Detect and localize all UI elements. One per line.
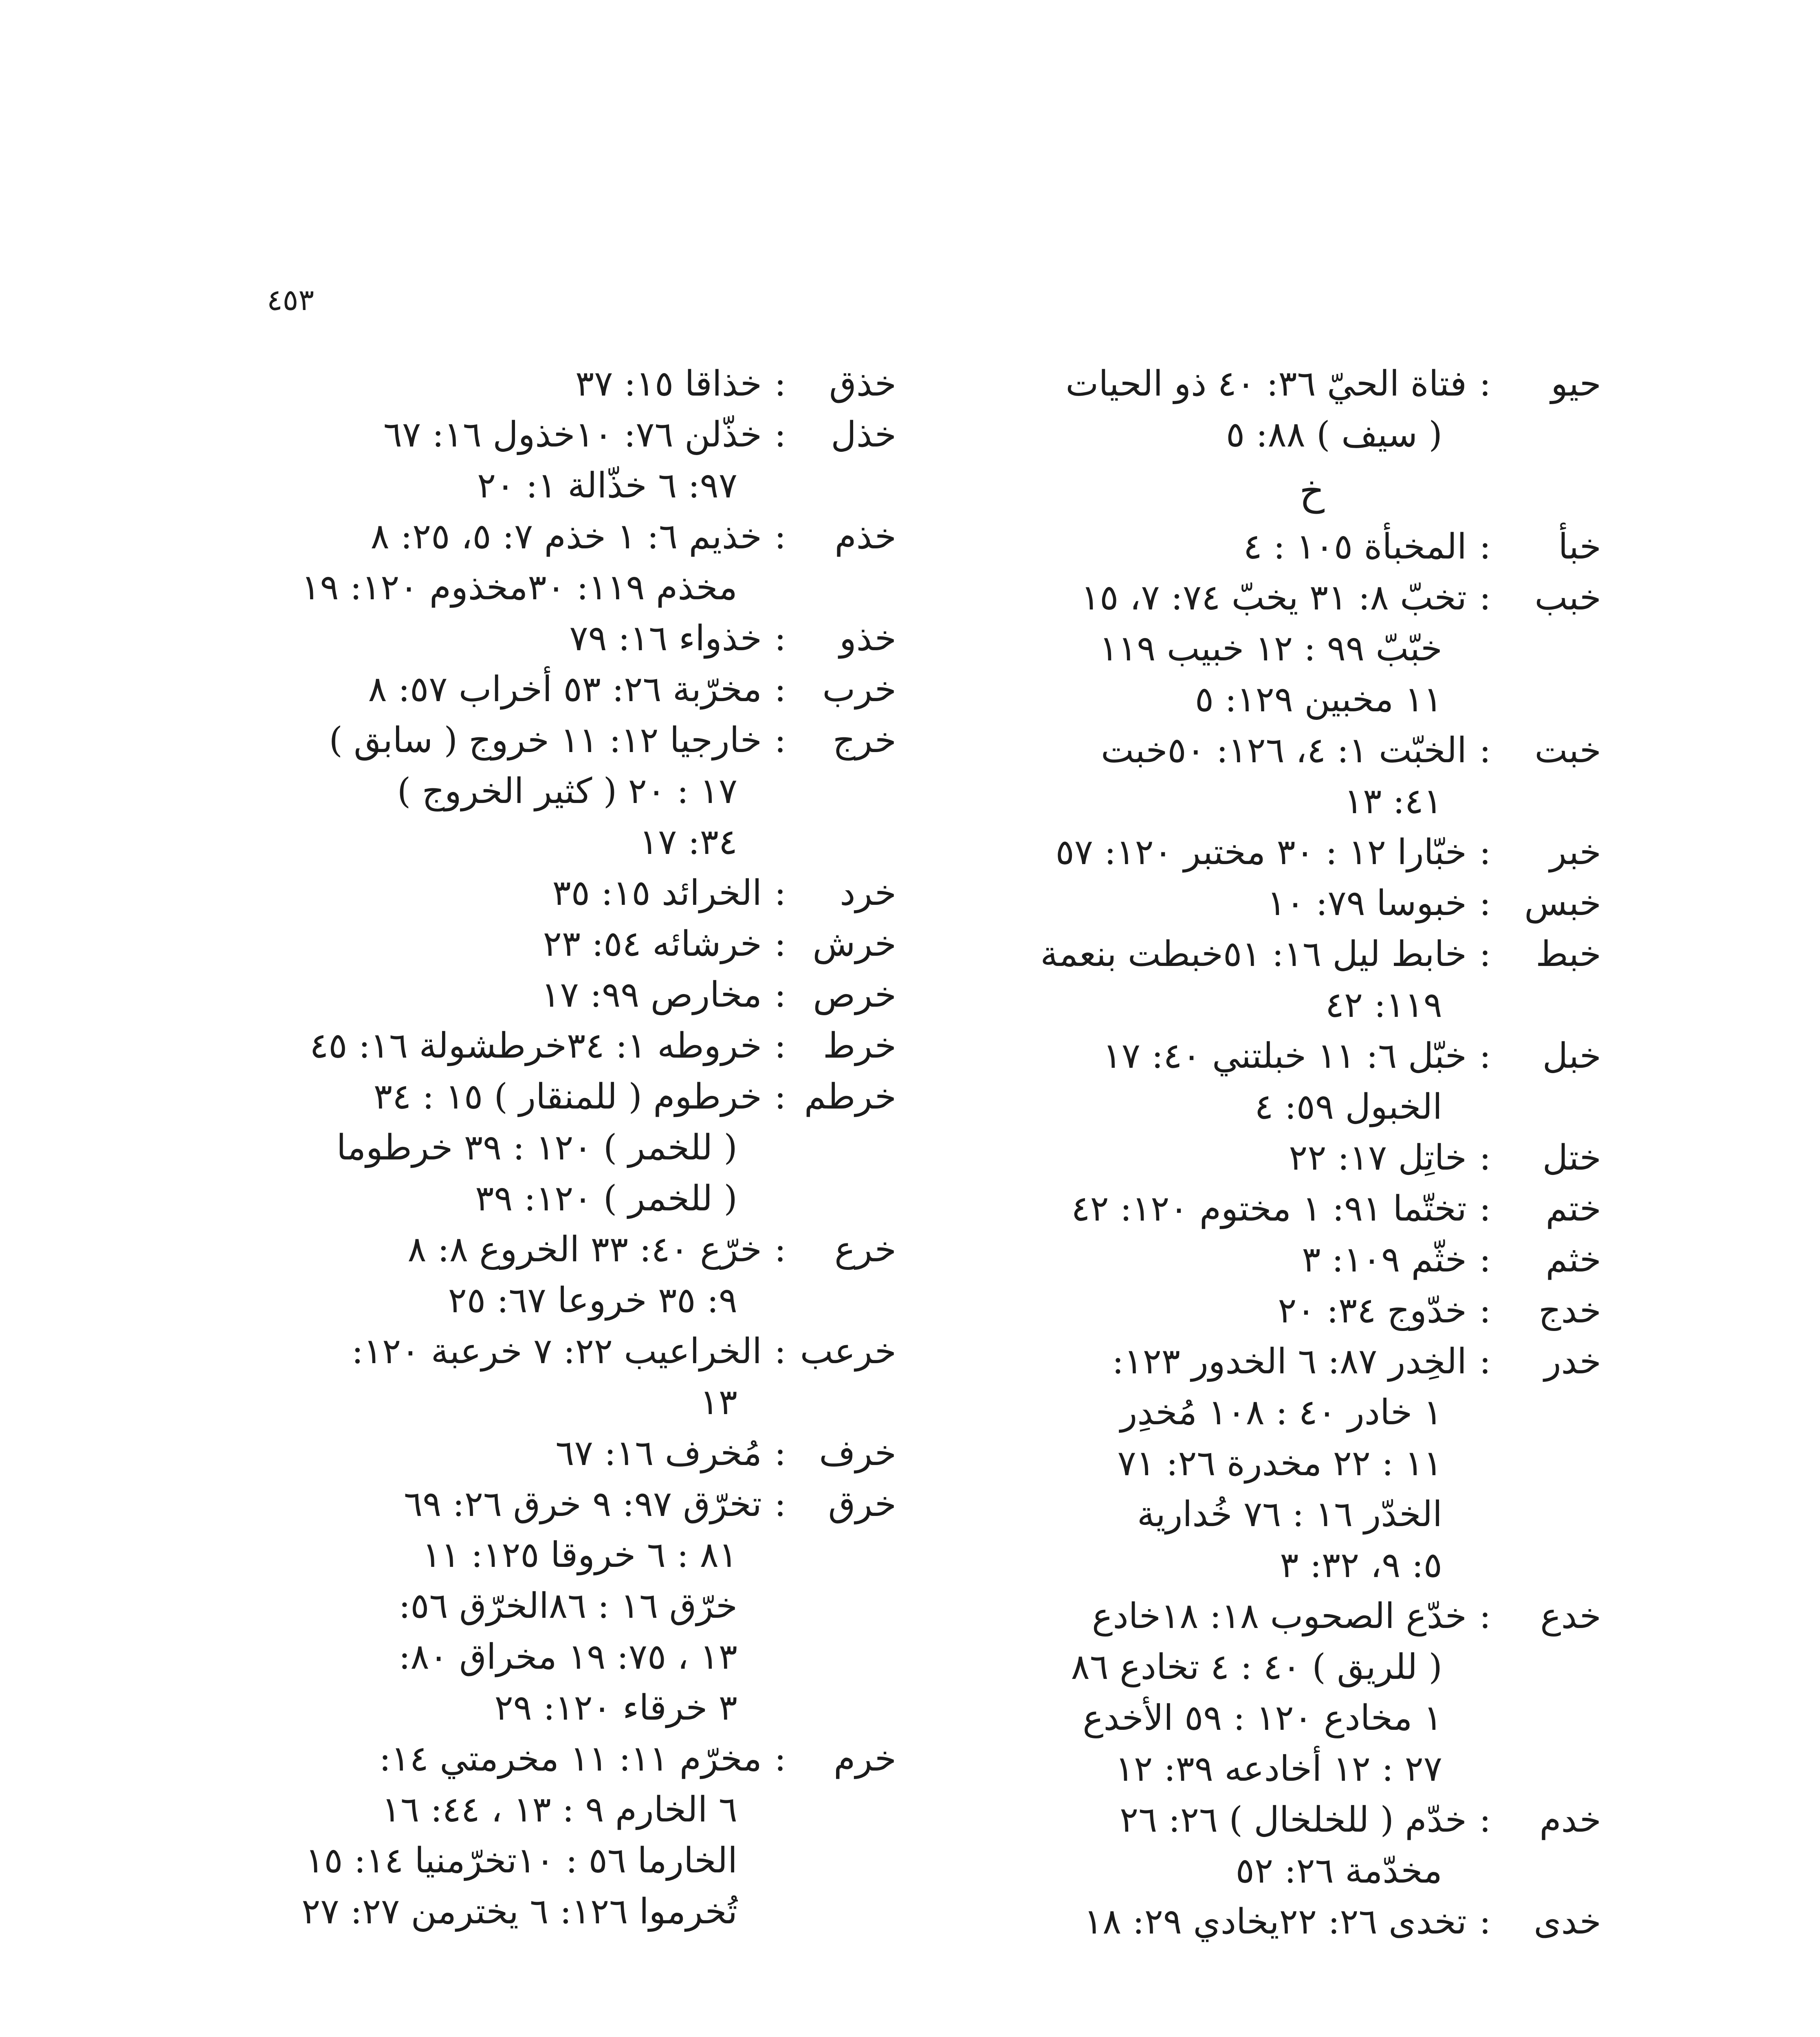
entry-references [261, 1733, 762, 1937]
entry-root-word: خرب [822, 669, 896, 710]
index-entry [974, 725, 1601, 827]
entry-root-word: خذو [839, 618, 896, 659]
entry-root-word: خبر [1549, 832, 1601, 873]
entry-root-word: خبط [1536, 934, 1601, 975]
entry-reference-line: ١١ مخبين ١٢٩: ٥ [1195, 679, 1442, 720]
entry-reference-line: مخرّبة ٢٦: ٥٣ أخراب ٥٧: ٨ [368, 669, 762, 710]
entry-references [974, 1336, 1467, 1591]
entry-separator: : [774, 1229, 786, 1270]
index-entry [974, 1285, 1601, 1336]
entry-reference-line: الخرائد ١٥: ٣٥ [552, 873, 762, 913]
index-entry [261, 664, 896, 715]
index-entry [261, 1021, 896, 1071]
entry-references [261, 1224, 762, 1326]
index-entry [261, 1733, 896, 1937]
entry-root-word: خرم [834, 1738, 896, 1779]
entry-reference-line: ٩٧: ٦ خذّالة ١: ٢٠ [477, 465, 737, 506]
index-entry [261, 970, 896, 1021]
entry-references [974, 1896, 1467, 1947]
entry-separator: : [1479, 1036, 1491, 1076]
index-entry [261, 511, 896, 613]
index-entry [974, 1133, 1601, 1183]
index-entry [261, 613, 896, 664]
entry-reference-line: خرّق ١٦ : ٨٦الخرّق ٥٦: [398, 1586, 737, 1626]
index-entry [261, 919, 896, 970]
entry-references [974, 1285, 1467, 1336]
entry-root-word: خبس [1524, 883, 1601, 924]
entry-separator: : [1479, 1290, 1491, 1331]
index-entry [974, 1183, 1601, 1234]
entry-reference-line: فتاة الحيّ ٣٦: ٤٠ ذو الحيات [1065, 363, 1467, 404]
entry-separator: : [1479, 832, 1491, 873]
entry-root-word: خذق [829, 363, 896, 404]
entry-separator: : [774, 720, 786, 761]
entry-root-word: خرطم [804, 1076, 896, 1117]
entry-references [974, 878, 1467, 929]
entry-root-word: خرعب [800, 1331, 896, 1372]
index-entry [974, 929, 1601, 1031]
entry-reference-line: ١٧ : ٢٠ ( كثير الخروج ) [397, 771, 737, 812]
entry-reference-line: خبّارا ١٢ : ٣٠ مختبر ١٢٠: ٥٧ [1055, 832, 1467, 873]
entry-root-word: خرع [834, 1229, 896, 1270]
index-entry [974, 1795, 1601, 1896]
index-entry [261, 1224, 896, 1326]
entry-references [261, 613, 762, 664]
entry-reference-line: مخرّم ١١: ١١ مخرمتي ١٤: [379, 1738, 762, 1779]
entry-reference-line: ١٣ ، ٧٥: ١٩ مخراق ٨٠: [398, 1637, 737, 1677]
entry-reference-line: خذواء ١٦: ٧٩ [569, 618, 762, 659]
entry-references [974, 725, 1467, 827]
index-column-right [974, 359, 1601, 2037]
entry-separator: : [1479, 526, 1491, 567]
entry-separator: : [1479, 1137, 1491, 1178]
entry-reference-line: ٦ الخارم ٩ : ١٣ ، ٤٤: ١٦ [381, 1789, 737, 1830]
entry-references [974, 929, 1467, 1031]
index-entry [974, 359, 1601, 460]
entry-separator: : [774, 1025, 786, 1066]
entry-reference-line: مخارص ٩٩: ١٧ [541, 975, 762, 1015]
index-entry [261, 715, 896, 868]
entry-references [974, 572, 1467, 725]
entry-references [261, 970, 762, 1021]
index-entry [261, 868, 896, 919]
entry-root-word: خرص [813, 975, 896, 1015]
entry-reference-line: الخراعيب ٢٢: ٧ خرعبة ١٢٠: [351, 1331, 762, 1372]
entry-separator: : [774, 1484, 786, 1524]
entry-references [261, 359, 762, 409]
entry-reference-line: تخرّق ٩٧: ٩ خرق ٢٦: ٦٩ [404, 1484, 762, 1524]
entry-references [974, 1591, 1467, 1795]
index-entry [974, 878, 1601, 929]
entry-reference-line: مُخرف ١٦: ٦٧ [555, 1433, 762, 1474]
entry-reference-line: خرطوم ( للمنقار ) ١٥ : ٣٤ [373, 1076, 762, 1117]
entry-separator: : [1479, 1188, 1491, 1229]
entry-reference-line: ٣٤: ١٧ [639, 822, 737, 862]
entry-reference-line: خارجيا ١٢: ١١ خروج ( سابق ) [329, 720, 762, 761]
entry-reference-line: ٩: ٣٥ خروعا ٦٧: ٢٥ [448, 1280, 737, 1321]
entry-root-word: خبل [1542, 1036, 1601, 1076]
index-entry [261, 1071, 896, 1224]
entry-reference-line: ١ مخادع ١٢٠ : ٥٩ الأخدع [1083, 1698, 1442, 1738]
entry-root-word: خدر [1544, 1341, 1601, 1382]
entry-separator: : [774, 363, 786, 404]
entry-reference-line: ١١ : ٢٢ مخدرة ٢٦: ٧١ [1117, 1443, 1442, 1484]
entry-reference-line: ٥: ٩، ٣٢: ٣ [1280, 1545, 1442, 1586]
left-column-entries [261, 359, 896, 1937]
entry-references [261, 868, 762, 919]
entry-reference-line: خدّم ( للخلخال ) ٢٦: ٢٦ [1120, 1799, 1467, 1840]
entry-separator: : [774, 924, 786, 964]
entry-reference-line: خذيم ٦: ١ خذم ٧: ٥، ٢٥: ٨ [370, 516, 762, 557]
entry-references [974, 1031, 1467, 1133]
entry-references [261, 409, 762, 511]
entry-separator: : [774, 1433, 786, 1474]
entry-separator: : [774, 873, 786, 913]
entry-references [261, 1021, 762, 1071]
entry-reference-line: خرّع ٤٠: ٣٣ الخروع ٨: ٨ [407, 1229, 762, 1270]
entry-root-word: ختل [1542, 1137, 1601, 1178]
entry-reference-line: ( للخمر ) ١٢٠ : ٣٩ خرطوما [336, 1127, 737, 1168]
entry-root-word: خدم [1539, 1799, 1601, 1840]
entry-references [261, 664, 762, 715]
entry-root-word: خرط [823, 1025, 896, 1066]
entry-reference-line: خابط ليل ١٦: ٥١خبطت بنعمة [1040, 934, 1467, 975]
index-entry [974, 521, 1601, 572]
entry-separator: : [1479, 1341, 1491, 1382]
index-entry [261, 409, 896, 511]
entry-reference-line: ٢٧ : ١٢ أخادعه ٣٩: ١٢ [1115, 1749, 1442, 1789]
entry-separator: : [1479, 1239, 1491, 1280]
entry-separator: : [774, 1738, 786, 1779]
entry-root-word: خدى [1534, 1901, 1601, 1942]
entry-reference-line: ( للخمر ) ١٢٠: ٣٩ [475, 1178, 737, 1219]
entry-root-word: خذل [831, 414, 896, 455]
index-entry [261, 359, 896, 409]
entry-reference-line: الخِدر ٨٧: ٦ الخدور ١٢٣: [1112, 1341, 1467, 1382]
entry-separator: : [774, 669, 786, 710]
entry-separator: : [774, 1331, 786, 1372]
entry-separator: : [1479, 363, 1491, 404]
entry-references [974, 359, 1467, 460]
index-entry [974, 572, 1601, 725]
entry-reference-line: ١١٩: ٤٢ [1325, 985, 1442, 1025]
entry-root-word: ختم [1545, 1188, 1601, 1229]
entry-reference-line: ٨١ : ٦ خروقا ١٢٥: ١١ [422, 1535, 737, 1575]
entry-separator: : [1479, 1901, 1491, 1942]
entry-root-word: خدع [1540, 1596, 1601, 1637]
entry-references [974, 1133, 1467, 1183]
index-entry [974, 1336, 1601, 1591]
entry-root-word: خدج [1538, 1290, 1601, 1331]
entry-references [974, 521, 1467, 572]
entry-reference-line: المخبأة ١٠٥ : ٤ [1243, 526, 1467, 567]
entry-reference-line: تخبّ ٨: ٣١ يخبّ ٧٤: ٧، ١٥ [1081, 577, 1467, 618]
entry-references [261, 511, 762, 613]
index-entry [261, 1479, 896, 1733]
entry-reference-line: الخبول ٥٩: ٤ [1254, 1087, 1442, 1127]
entry-root-word: خرش [812, 924, 896, 964]
index-entry [974, 827, 1601, 878]
entry-reference-line: ( للريق ) ٤٠ : ٤ تخادع ٨٦ [1071, 1647, 1442, 1687]
entry-reference-line: خذاقا ١٥: ٣٧ [575, 363, 762, 404]
entry-separator: : [1479, 730, 1491, 771]
entry-root-word: خرد [840, 873, 896, 913]
entry-reference-line: تختّما ٩١: ١ مختوم ١٢٠: ٤٢ [1071, 1188, 1467, 1229]
entry-separator: : [774, 618, 786, 659]
index-entry [974, 1234, 1601, 1285]
entry-reference-line: خثّم ١٠٩: ٣ [1302, 1239, 1467, 1280]
entry-root-word: خرف [819, 1433, 896, 1474]
entry-reference-line: تخدى ٢٦: ٢٢يخادي ٢٩: ١٨ [1083, 1901, 1467, 1942]
entry-references [261, 1428, 762, 1479]
entry-root-word: خبب [1534, 577, 1601, 618]
entry-references [974, 1795, 1467, 1896]
entry-references [261, 1479, 762, 1733]
entry-references [261, 1326, 762, 1428]
entry-reference-line: ٣ خرقاء ١٢٠: ٢٩ [494, 1687, 737, 1728]
index-column-left [261, 359, 896, 2037]
entry-references [261, 715, 762, 868]
entry-reference-line: خدّع الصحوب ١٨: ١٨خادع [1092, 1596, 1467, 1637]
entry-reference-line: الخارما ٥٦ : ١٠تخرّمنيا ١٤: ١٥ [305, 1840, 737, 1881]
entry-reference-line: خبوسا ٧٩: ١٠ [1267, 883, 1467, 924]
entry-references [974, 1183, 1467, 1234]
page-number: ٤٥٣ [267, 283, 315, 317]
entry-reference-line: خبّبّ ٩٩ : ١٢ خبيب ١١٩ [1099, 628, 1442, 669]
index-entry [974, 1591, 1601, 1795]
entry-separator: : [1479, 1799, 1491, 1840]
entry-separator: : [1479, 934, 1491, 975]
entry-reference-line: ٤١: ١٣ [1344, 781, 1442, 822]
entry-root-word: خرق [828, 1484, 896, 1524]
index-entry [261, 1326, 896, 1428]
index-entry [974, 1031, 1601, 1133]
entry-reference-line: تُخرموا ١٢٦: ٦ يخترمن ٢٧: ٢٧ [301, 1891, 737, 1932]
entry-reference-line: خاتِل ١٧: ٢٢ [1289, 1137, 1467, 1178]
entry-separator: : [1479, 883, 1491, 924]
entry-separator: : [774, 516, 786, 557]
entry-root-word: خثم [1545, 1239, 1601, 1280]
entry-root-word: حيو [1551, 363, 1601, 404]
entry-reference-line: ١٣ [700, 1382, 737, 1423]
entry-reference-line: خبّل ٦: ١١ خبلتني ٤٠: ١٧ [1103, 1036, 1467, 1076]
entry-references [974, 827, 1467, 878]
entry-root-word: خذم [834, 516, 896, 557]
entry-root-word: خبت [1534, 730, 1601, 771]
entry-reference-line: خرشائه ٥٤: ٢٣ [543, 924, 762, 964]
right-column-top-entries [974, 359, 1601, 460]
entry-separator: : [1479, 1596, 1491, 1637]
entry-references [974, 1234, 1467, 1285]
entry-reference-line: مخدّمة ٢٦: ٥٢ [1235, 1850, 1442, 1891]
entry-references [261, 919, 762, 970]
entry-reference-line: الخدّر ١٦ : ٧٦ خُدارية [1137, 1494, 1442, 1535]
entry-separator: : [774, 975, 786, 1015]
entry-reference-line: خروطه ١: ٣٤خرطشولة ١٦: ٤٥ [310, 1025, 762, 1066]
entry-reference-line: ( سيف ) ٨٨: ٥ [1226, 414, 1442, 455]
entry-reference-line: خذّلن ٧٦: ١٠خذول ١٦: ٦٧ [383, 414, 762, 455]
index-entry [261, 1428, 896, 1479]
entry-reference-line: ١ خادر ٤٠ : ١٠٨ مُخدِر [1120, 1392, 1442, 1433]
entry-separator: : [774, 414, 786, 455]
entry-separator: : [1479, 577, 1491, 618]
entry-reference-line: خدّوج ٣٤: ٢٠ [1278, 1290, 1467, 1331]
entry-root-word: خرج [832, 720, 896, 761]
entry-reference-line: مخذم ١١٩: ٣٠مخذوم ١٢٠: ١٩ [301, 567, 737, 608]
section-letter-heading: خ [1299, 468, 1325, 514]
entry-separator: : [774, 1076, 786, 1117]
right-column-entries [974, 521, 1601, 1947]
entry-references [261, 1071, 762, 1224]
index-entry [974, 1896, 1601, 1947]
entry-reference-line: الخبّت ١: ٤، ١٢٦: ٥٠خبت [1100, 730, 1467, 771]
entry-root-word: خبأ [1558, 526, 1601, 567]
